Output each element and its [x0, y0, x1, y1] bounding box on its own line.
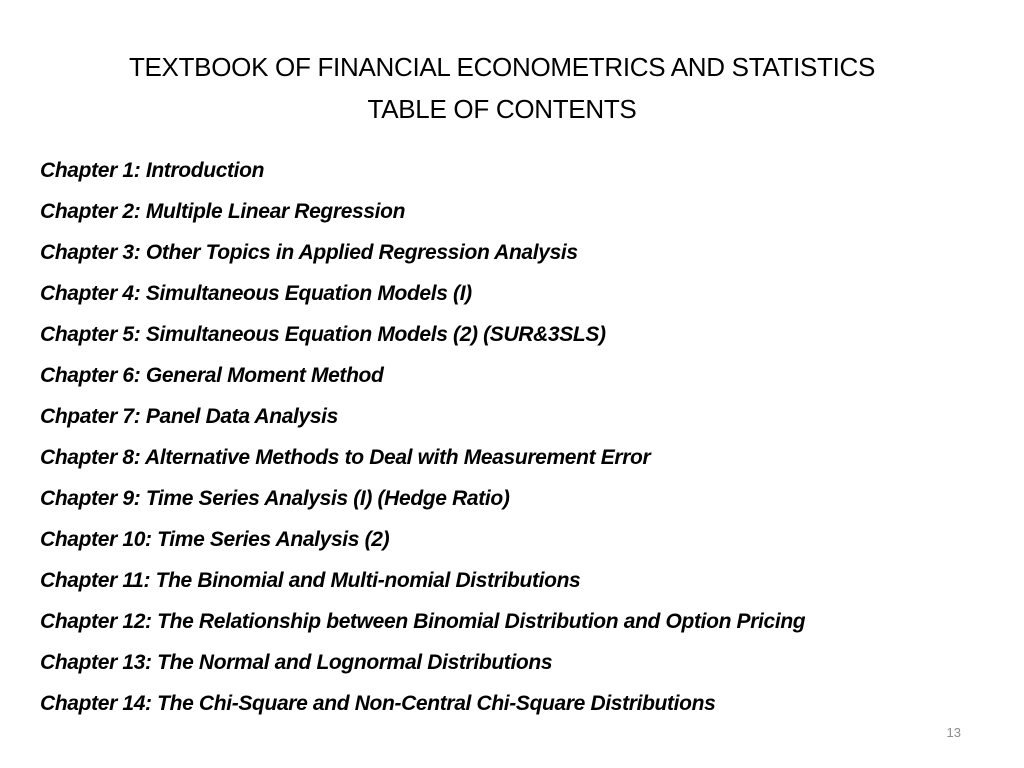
chapter-item-14: Chapter 14: The Chi-Square and Non-Central Chi-Square Distributions [40, 692, 716, 715]
chapter-item-3: Chapter 3: Other Topics in Applied Regression Analysis [40, 241, 578, 264]
chapter-item-11: Chapter 11: The Binomial and Multi-nomial Distributions [40, 569, 581, 592]
chapter-item-5: Chapter 5: Simultaneous Equation Models (2) (SUR&3SLS) [40, 323, 606, 346]
slide-title [0, 46, 1004, 130]
chapter-item-8: Chapter 8: Alternative Methods to Deal with Measurement Error [40, 446, 651, 469]
chapter-item-1: Chapter 1: Introduction [40, 159, 265, 182]
section-title: TABLE OF CONTENTS [367, 94, 637, 124]
page-number: 13 [946, 725, 961, 740]
chapter-item-12: Chapter 12: The Relationship between Binomial Distribution and Option Pricing [40, 610, 806, 633]
table-of-contents [40, 150, 1010, 724]
chapter-item-9: Chapter 9: Time Series Analysis (I) (Hedge Ratio) [40, 487, 510, 510]
chapter-item-6: Chapter 6: General Moment Method [40, 364, 384, 387]
chapter-item-2: Chapter 2: Multiple Linear Regression [40, 200, 406, 223]
book-title: TEXTBOOK OF FINANCIAL ECONOMETRICS AND STATISTICS [128, 52, 876, 82]
chapter-item-4: Chapter 4: Simultaneous Equation Models (I) [40, 282, 472, 305]
chapter-item-13: Chapter 13: The Normal and Lognormal Distributions [40, 651, 553, 674]
chapter-item-10: Chapter 10: Time Series Analysis (2) [40, 528, 390, 551]
chapter-item-7: Chpater 7: Panel Data Analysis [40, 405, 338, 428]
